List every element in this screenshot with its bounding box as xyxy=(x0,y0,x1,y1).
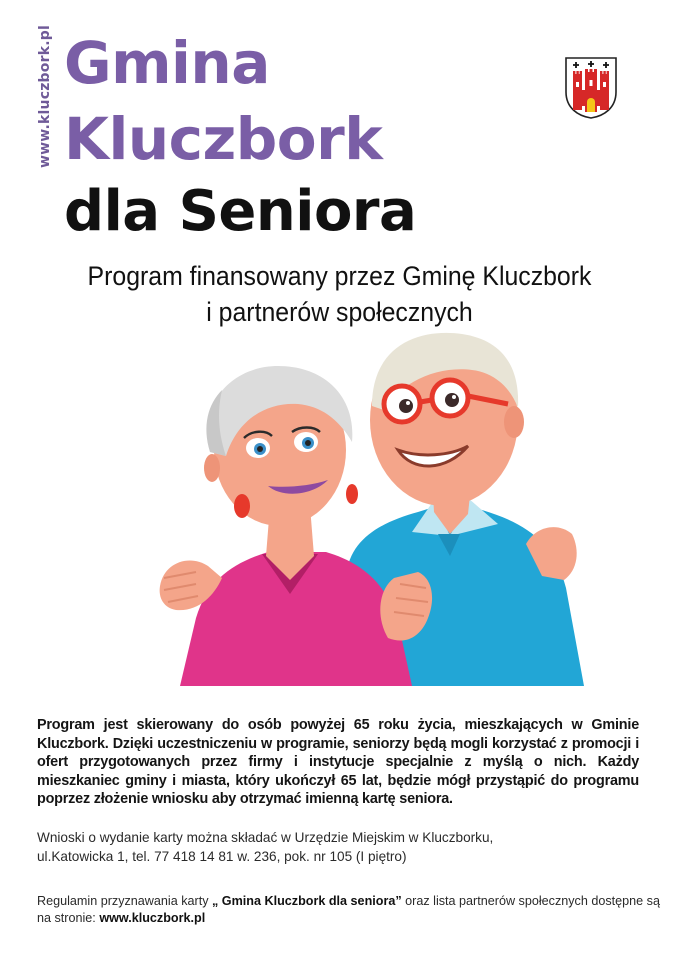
subtitle-line-1: Program finansowany przez Gminę Kluczbork xyxy=(87,261,592,291)
rules-line-2 xyxy=(37,910,647,927)
rules-line-1 xyxy=(37,893,660,910)
rules-prefix: Regulamin przyznawania karty xyxy=(37,894,209,908)
rules-info xyxy=(37,893,660,927)
kluczbork-coat-of-arms-icon xyxy=(564,56,618,120)
site-url-link[interactable]: www.kluczbork.pl xyxy=(99,911,206,925)
site-prefix: na stronie: xyxy=(37,911,96,925)
rules-suffix: oraz lista partnerów społecznych dostępne są xyxy=(405,894,660,908)
title-kluczbork: Kluczbork xyxy=(64,105,383,173)
side-website-url[interactable]: www.kluczbork.pl xyxy=(37,25,53,168)
contact-info xyxy=(37,828,639,866)
title-gmina: Gmina xyxy=(64,29,270,97)
contact-line-1: Wnioski o wydanie karty można składać w Urzędzie Miejskim w Kluczborku, xyxy=(37,830,494,845)
subtitle-line-2: i partnerów społecznych xyxy=(206,297,473,327)
senior-couple-illustration xyxy=(150,326,590,686)
rules-title: „ Gmina Kluczbork dla seniora” xyxy=(212,894,402,908)
program-description: Program jest skierowany do osób powyżej 65 roku życia, mieszkających w Gminie Kluczbork. Dzięki uczestniczeniu w programie, seniorzy będą mogli korzystać z promocji i ofert przygotowanych przez firmy i instytucje specjalnie z myślą o nich. Każdy mieszkaniec gminy i miasta, który ukończył 65 lat, będzie mógł przystąpić do programu poprzez złożenie wniosku aby otrzymać imienną kartę seniora. xyxy=(37,717,639,807)
contact-line-2: ul.Katowicka 1, tel. 77 418 14 81 w. 236, pok. nr 105 (I piętro) xyxy=(37,849,407,864)
title-dla-seniora: dla Seniora xyxy=(64,179,417,244)
